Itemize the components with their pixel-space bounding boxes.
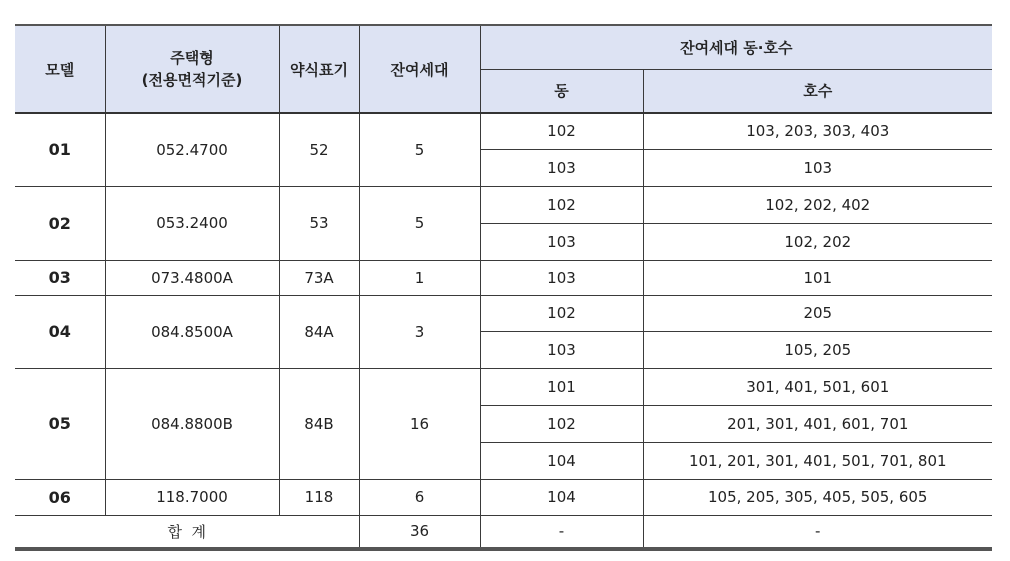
hosu-cell: 102, 202: [643, 223, 992, 260]
total-label: 합 계: [15, 515, 359, 549]
header-abbr: 약식표기: [279, 25, 359, 113]
model-cell: 02: [15, 186, 105, 260]
header-remaining: 잔여세대: [359, 25, 480, 113]
header-house-type: [105, 25, 279, 113]
abbr-cell: 84A: [279, 295, 359, 368]
dong-cell: 101: [480, 368, 643, 405]
house-type-cell: 052.4700: [105, 113, 279, 186]
count-cell: 5: [359, 186, 480, 260]
abbr-cell: 53: [279, 186, 359, 260]
dong-cell: 103: [480, 331, 643, 368]
count-cell: 6: [359, 479, 480, 515]
hosu-cell: 103: [643, 149, 992, 186]
abbr-cell: 118: [279, 479, 359, 515]
header-house-type-line2: (전용면적기준): [141, 71, 243, 89]
model-cell: 05: [15, 368, 105, 479]
total-dong: -: [480, 515, 643, 549]
total-hosu: -: [643, 515, 992, 549]
house-type-cell: 084.8500A: [105, 295, 279, 368]
total-row: [15, 515, 992, 549]
table-row: [15, 295, 992, 331]
dong-cell: 103: [480, 149, 643, 186]
house-type-cell: 118.7000: [105, 479, 279, 515]
header-remaining-units: 잔여세대 동·호수: [480, 25, 992, 69]
dong-cell: 102: [480, 113, 643, 149]
abbr-cell: 73A: [279, 260, 359, 295]
remaining-units-table: [15, 24, 992, 551]
header-hosu: 호수: [643, 69, 992, 113]
model-cell: 04: [15, 295, 105, 368]
count-cell: 3: [359, 295, 480, 368]
hosu-cell: 205: [643, 295, 992, 331]
dong-cell: 102: [480, 295, 643, 331]
table-row: [15, 260, 992, 295]
abbr-cell: 52: [279, 113, 359, 186]
abbr-cell: 84B: [279, 368, 359, 479]
house-type-cell: 084.8800B: [105, 368, 279, 479]
header-house-type-line1: 주택형: [170, 49, 214, 67]
total-count: 36: [359, 515, 480, 549]
model-cell: 06: [15, 479, 105, 515]
model-cell: 01: [15, 113, 105, 186]
hosu-cell: 103, 203, 303, 403: [643, 113, 992, 149]
hosu-cell: 101, 201, 301, 401, 501, 701, 801: [643, 442, 992, 479]
hosu-cell: 105, 205, 305, 405, 505, 605: [643, 479, 992, 515]
dong-cell: 103: [480, 223, 643, 260]
header-dong: 동: [480, 69, 643, 113]
dong-cell: 102: [480, 405, 643, 442]
house-type-cell: 073.4800A: [105, 260, 279, 295]
table-row: [15, 479, 992, 515]
table-row: [15, 368, 992, 405]
model-cell: 03: [15, 260, 105, 295]
hosu-cell: 101: [643, 260, 992, 295]
table-row: [15, 186, 992, 223]
count-cell: 5: [359, 113, 480, 186]
hosu-cell: 102, 202, 402: [643, 186, 992, 223]
hosu-cell: 201, 301, 401, 601, 701: [643, 405, 992, 442]
dong-cell: 103: [480, 260, 643, 295]
header-model: 모델: [15, 25, 105, 113]
house-type-cell: 053.2400: [105, 186, 279, 260]
hosu-cell: 105, 205: [643, 331, 992, 368]
count-cell: 16: [359, 368, 480, 479]
table-row: [15, 113, 992, 149]
dong-cell: 104: [480, 479, 643, 515]
count-cell: 1: [359, 260, 480, 295]
hosu-cell: 301, 401, 501, 601: [643, 368, 992, 405]
dong-cell: 102: [480, 186, 643, 223]
dong-cell: 104: [480, 442, 643, 479]
